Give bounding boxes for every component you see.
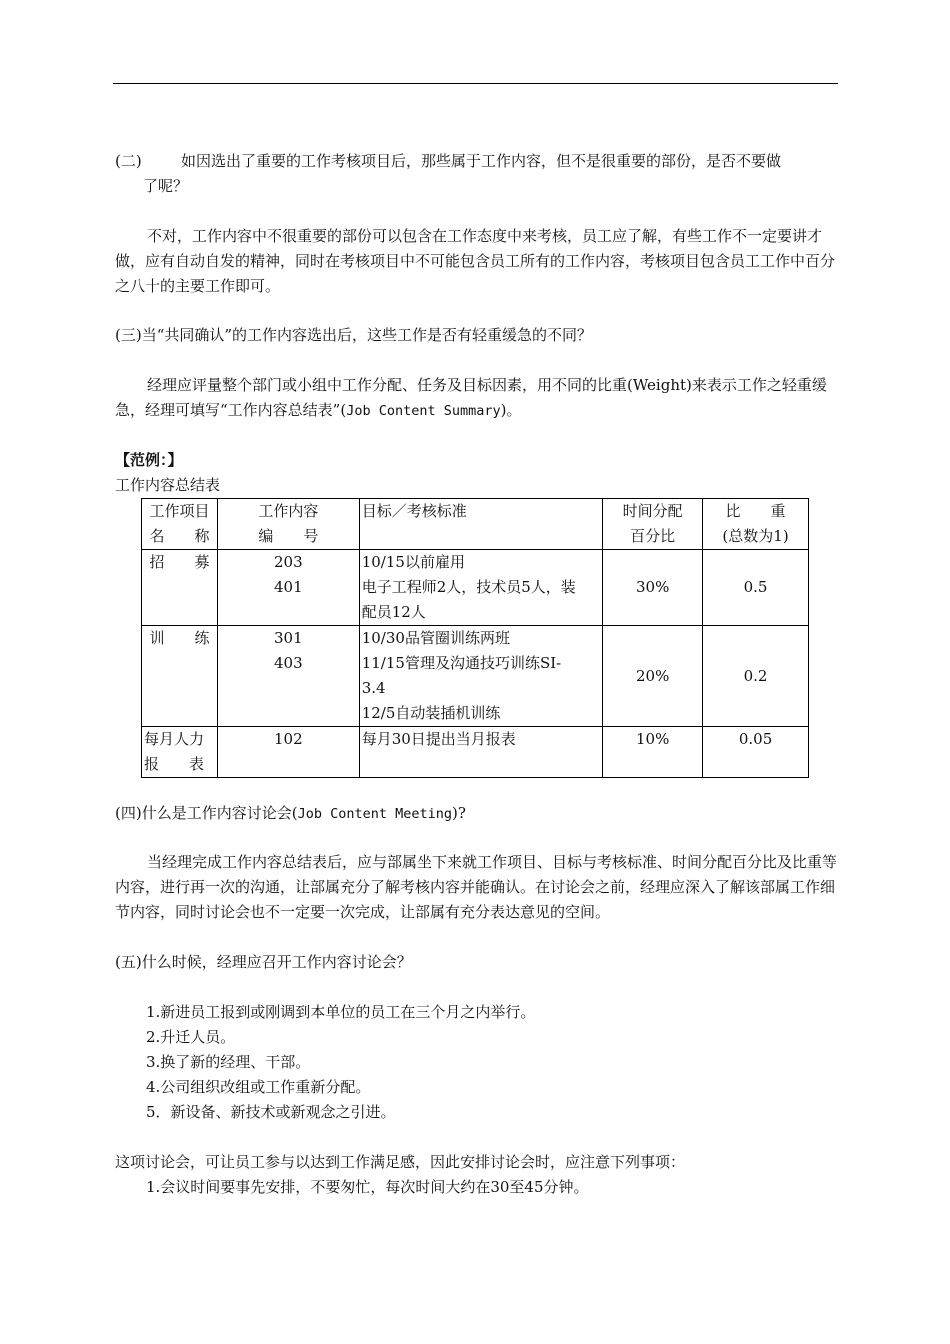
header-rule [113, 83, 838, 84]
section2-question-line1: 如因选出了重要的工作考核项目后，那些属于工作内容，但不是很重要的部份，是否不要做 [181, 152, 782, 170]
list-item: 5．新设备、新技术或新观念之引进。 [146, 1103, 396, 1121]
list-item: 3.换了新的经理、干部。 [146, 1053, 311, 1071]
header-target: 目标／考核标准 [359, 499, 603, 550]
header-weight: 比 重 (总数为1) [703, 499, 809, 550]
row-weight: 0.5 [703, 550, 809, 626]
section4-question-english: Job Content Meeting [297, 806, 452, 822]
section5-list [115, 1000, 837, 1125]
row-percent: 20% [603, 626, 703, 727]
section5-note1: 1.会议时间要事先安排，不要匆忙，每次时间大约在30至45分钟。 [146, 1178, 589, 1196]
list-item: 4.公司组织改组或工作重新分配。 [146, 1078, 371, 1096]
table-row [142, 626, 809, 727]
section3-question: (三)当“共同确认”的工作内容选出后，这些工作是否有轻重缓急的不同？ [115, 326, 593, 344]
section4-question-text: (四)什么是工作内容讨论会( [115, 804, 298, 822]
section2-question-line2: 了呢？ [143, 177, 189, 195]
row-name: 每月人力 报 表 [142, 727, 218, 778]
row-percent: 30% [603, 550, 703, 626]
header-item-name: 工作项目 名 称 [142, 499, 218, 550]
table-row [142, 550, 809, 626]
example-label: 【范例：】 [115, 451, 183, 469]
table-header-row [142, 499, 809, 550]
row-percent: 10% [603, 727, 703, 778]
section2-answer: 不对，工作内容中不很重要的部份可以包含在工作态度中来考核，员工应了解，有些工作不一定要讲才做，应有自动自发的精神，同时在考核项目中不可能包含员工所有的工作内容，考核项目包含员工工作中百分之八十的主要工作即可。 [115, 227, 836, 295]
row-name: 招 募 [142, 550, 218, 626]
section4-question-end: )? [452, 804, 466, 822]
row-codes: 102 [217, 727, 359, 778]
row-codes: 301 403 [217, 626, 359, 727]
row-target: 10/15以前雇用 电子工程师2人，技术员5人，装 配员12人 [359, 550, 603, 626]
list-item: 1.新进员工报到或刚调到本单位的员工在三个月之内举行。 [146, 1003, 536, 1021]
section3-answer [115, 373, 837, 424]
section5-closing: 这项讨论会，可让员工参与以达到工作满足感，因此安排讨论会时，应注意下列事项： [115, 1153, 686, 1171]
section5-question: (五)什么时候，经理应召开工作内容讨论会？ [115, 953, 412, 971]
section3-answer-end: )。 [500, 401, 522, 419]
list-item: 2.升迁人员。 [146, 1028, 236, 1046]
section4-answer: 当经理完成工作内容总结表后，应与部属坐下来就工作项目、目标与考核标准、时间分配百分比及比重等内容，进行再一次的沟通，让部属充分了解考核内容并能确认。在讨论会之前，经理应深入了解该部属工作细节内容，同时讨论会也不一定要一次完成，让部属有充分表达意见的空间。 [115, 853, 838, 921]
section3-answer-english: Job Content Summary [346, 403, 501, 419]
section3-answer-text: 经理应评量整个部门或小组中工作分配、任务及目标因素，用不同的比重(Weight)来表示工作之轻重缓急，经理可填写“工作内容总结表”( [115, 376, 827, 419]
row-target: 10/30品管圈训练两班 11/15管理及沟通技巧训练SI- 3.4 12/5自动装插机训练 [359, 626, 603, 727]
section4-question [115, 801, 837, 827]
row-name: 训 练 [142, 626, 218, 727]
table-title: 工作内容总结表 [115, 476, 221, 494]
section2-number: (二) [115, 152, 142, 170]
row-weight: 0.2 [703, 626, 809, 727]
row-codes: 203 401 [217, 550, 359, 626]
section2-question [115, 149, 837, 199]
table-row [142, 727, 809, 778]
header-item-code: 工作内容 编 号 [217, 499, 359, 550]
row-weight: 0.05 [703, 727, 809, 778]
header-time-percent: 时间分配 百分比 [603, 499, 703, 550]
job-content-summary-table [141, 498, 809, 778]
row-target: 每月30日提出当月报表 [359, 727, 603, 778]
